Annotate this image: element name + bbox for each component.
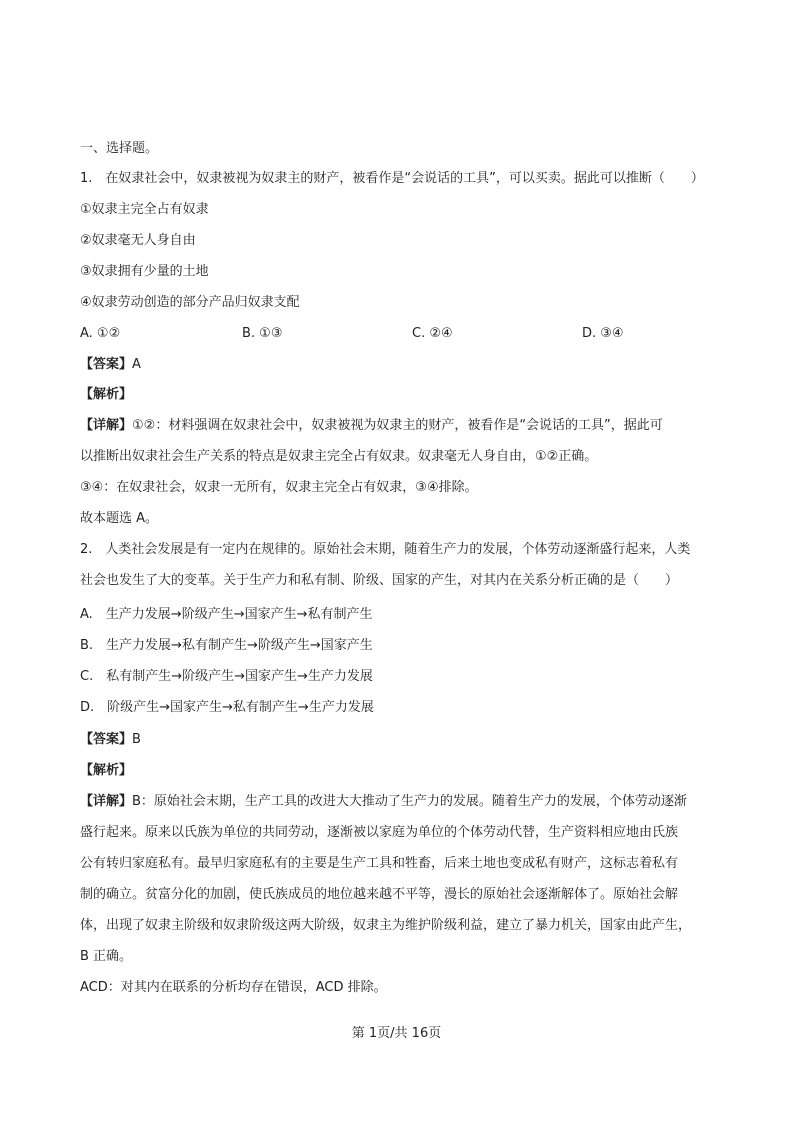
- q1-statement-2: ②奴隶毫无人身自由: [80, 233, 196, 248]
- detail-tag: 【详解】: [80, 418, 133, 433]
- q2-detail-line-6: B 正确。: [80, 949, 133, 964]
- q2-analysis-tag: [80, 762, 132, 780]
- analysis-tag: 【解析】: [80, 763, 133, 778]
- q1-statement-4: ④奴隶劳动创造的部分产品归奴隶支配: [80, 295, 300, 310]
- q1-stem: 1. 在奴隶社会中，奴隶被视为奴隶主的财产，被看作是“会说话的工具”，可以买卖。据此可以推断（ ）: [80, 171, 704, 186]
- q2-detail-line-1: [80, 793, 687, 811]
- detail-text: B：原始社会末期，生产工具的改进大大推动了生产力的发展。随着生产力的发展，个体劳动逐渐: [132, 794, 687, 809]
- q2-detail-line-7: ACD：对其内在联系的分析均存在错误，ACD 排除。: [80, 980, 387, 995]
- answer-value: A: [132, 357, 141, 372]
- q1-option-d: D. ③④: [582, 326, 624, 341]
- answer-value: B: [132, 732, 141, 747]
- q2-option-b: B. 生产力发展→私有制产生→阶级产生→国家产生: [80, 638, 373, 653]
- detail-text: ①②：材料强调在奴隶社会中，奴隶被视为奴隶主的财产，被看作是“会说话的工具”，据此可: [132, 418, 663, 433]
- q2-detail-line-2: 盛行起来。原来以氏族为单位的共同劳动，逐渐被以家庭为单位的个体劳动代替，生产资料相应地由氏族: [80, 825, 679, 840]
- q1-option-b: B. ①③: [242, 326, 283, 341]
- q2-detail-line-5: 体，出现了奴隶主阶级和奴隶阶级这两大阶级，奴隶主为维护阶级利益，建立了暴力机关，国家由此产生，: [80, 918, 692, 933]
- q1-answer: [80, 356, 141, 374]
- q1-detail-line-2: 以推断出奴隶社会生产关系的特点是奴隶主完全占有奴隶。奴隶毫无人身自由，①②正确。: [80, 449, 598, 464]
- q1-detail-line-4: 故本题选 A。: [80, 511, 159, 526]
- q2-answer: [80, 731, 141, 749]
- q1-detail-line-1: [80, 417, 663, 435]
- q1-option-c: C. ②④: [412, 326, 453, 341]
- q1-analysis-tag: [80, 386, 132, 404]
- q2-detail-line-3: 公有转归家庭私有。最早归家庭私有的主要是生产工具和牲畜，后来土地也变成私有财产，这标志着私有: [80, 856, 679, 871]
- q2-stem-line-1: 2. 人类社会发展是有一定内在规律的。原始社会末期，随着生产力的发展，个体劳动逐渐盛行起来，人类: [80, 542, 691, 557]
- q1-detail-line-3: ③④：在奴隶社会，奴隶一无所有，奴隶主完全占有奴隶，③④排除。: [80, 480, 478, 495]
- answer-tag: 【答案】: [80, 732, 133, 747]
- q1-statement-3: ③奴隶拥有少量的土地: [80, 264, 209, 279]
- q1-statement-1: ①奴隶主完全占有奴隶: [80, 202, 209, 217]
- q2-detail-line-4: 制的确立。贫富分化的加剧，使氏族成员的地位越来越不平等，漫长的原始社会逐渐解体了。原始社会解: [80, 887, 679, 902]
- page-footer: 第 1页/共 16页: [351, 1026, 442, 1041]
- analysis-tag: 【解析】: [80, 387, 133, 402]
- q2-option-a: A. 生产力发展→阶级产生→国家产生→私有制产生: [80, 607, 373, 622]
- answer-tag: 【答案】: [80, 357, 133, 372]
- section-title: 一、选择题。: [80, 141, 159, 156]
- q2-stem-line-2: 社会也发生了大的变革。关于生产力和私有制、阶级、国家的产生，对其内在关系分析正确的是（ ）: [80, 573, 679, 588]
- q1-option-a: A. ①②: [80, 326, 121, 341]
- q2-option-d: D. 阶级产生→国家产生→私有制产生→生产力发展: [80, 700, 374, 715]
- detail-tag: 【详解】: [80, 794, 133, 809]
- q2-option-c: C. 私有制产生→阶级产生→国家产生→生产力发展: [80, 669, 373, 684]
